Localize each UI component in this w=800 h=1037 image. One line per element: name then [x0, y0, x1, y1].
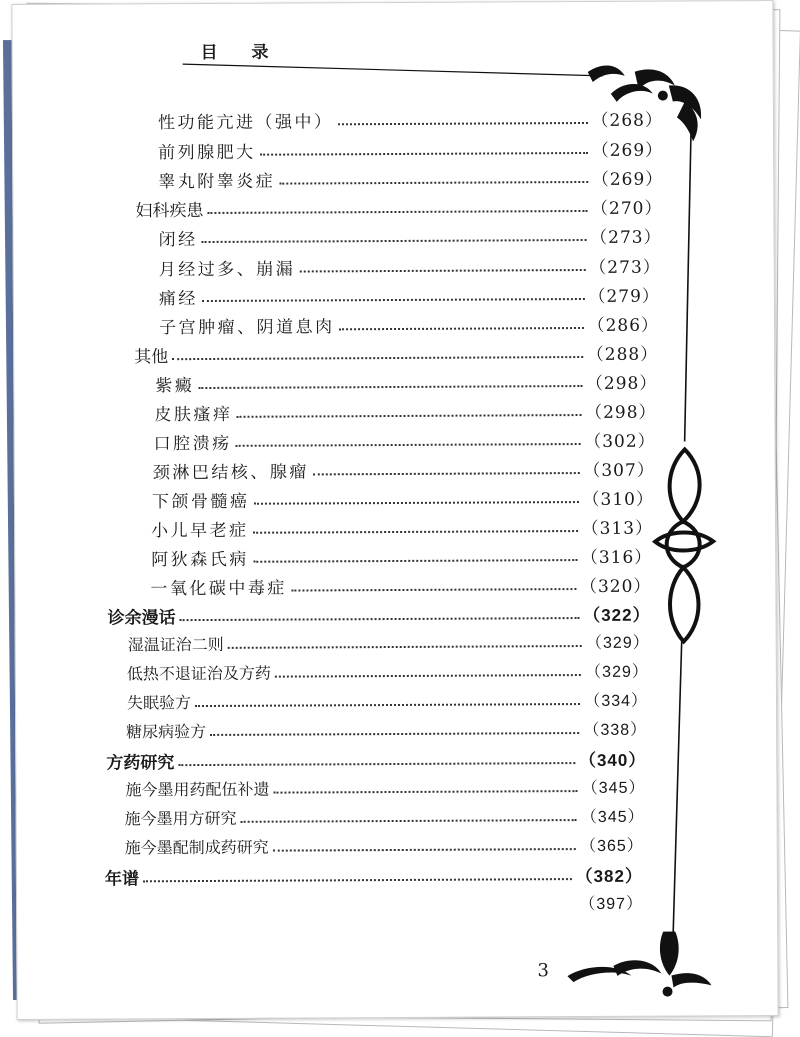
toc-entry[interactable] — [150, 572, 651, 600]
toc-entry-page: （302） — [584, 431, 656, 453]
toc-entry[interactable] — [151, 543, 652, 571]
leader-dots — [273, 848, 576, 852]
toc-entry-title: 痛经 — [158, 289, 198, 310]
toc-entry-page: （269） — [591, 140, 664, 161]
leader-dots — [180, 617, 580, 621]
toc-entry-title: 一氧化碳中毒症 — [150, 578, 287, 600]
toc-entry-page: （313） — [581, 518, 654, 540]
toc-entry-page: （288） — [586, 344, 659, 365]
toc-entry-page: （269） — [591, 169, 664, 190]
toc-entry-title: 口腔溃疡 — [153, 433, 232, 455]
leader-dots — [253, 559, 577, 563]
toc-entry-title: 失眠验方 — [126, 695, 192, 713]
toc-entry[interactable] — [127, 659, 649, 685]
toc-entry-title: 阿狄森氏病 — [151, 549, 249, 571]
toc-entry[interactable] — [158, 165, 663, 193]
toc-entry-title: 睾丸附睾炎症 — [158, 171, 276, 193]
leader-dots — [172, 356, 583, 360]
toc-entry-title: 妇科疾患 — [135, 200, 204, 222]
toc-entry-title: 月经过多、崩漏 — [158, 259, 296, 281]
toc-entry-page: （322） — [583, 605, 651, 626]
leader-dots — [241, 819, 577, 823]
leader-dots — [207, 209, 587, 213]
toc-entry-page: （279） — [588, 286, 660, 307]
leader-dots — [178, 762, 575, 766]
toc-entry-page: （307） — [583, 460, 655, 482]
toc-entry-page: （320） — [579, 576, 652, 598]
toc-entry-page: （345） — [580, 808, 645, 827]
page-number: 3 — [537, 960, 549, 982]
toc-entry[interactable] — [159, 223, 662, 251]
toc-entry-page: （286） — [587, 315, 660, 336]
toc-entry-title: 前列腺肥大 — [158, 142, 256, 164]
toc-entry-page: （268） — [591, 110, 664, 131]
toc-entry-page: （340） — [578, 750, 647, 771]
toc-entry[interactable] — [158, 106, 663, 134]
toc-entry-page: （298） — [585, 373, 658, 394]
toc-entry-page: （329） — [585, 663, 649, 682]
leader-dots — [210, 732, 579, 736]
toc-entry-title: 皮肤瘙痒 — [154, 404, 233, 426]
toc-entry-title: 湿温证治二则 — [127, 636, 224, 655]
leader-dots — [143, 878, 572, 882]
leader-dots — [236, 443, 581, 447]
toc-entry[interactable] — [106, 746, 646, 774]
toc-entry-title: 下颌骨髓癌 — [151, 491, 250, 513]
leader-dots — [299, 269, 585, 272]
toc-entry-title: 性功能亢进（强中） — [157, 112, 334, 134]
toc-entry[interactable] — [126, 717, 647, 743]
toc-entry-title: 紫癜 — [155, 376, 195, 397]
leader-dots — [202, 238, 587, 242]
toc-entry[interactable] — [155, 369, 657, 397]
toc-entry-title: 施今墨配制成药研究 — [124, 839, 269, 858]
leader-dots — [253, 501, 578, 505]
leader-dots — [291, 588, 576, 591]
toc-entry-page: （382） — [575, 866, 643, 887]
toc-list — [12, 1, 777, 1019]
toc-entry-page: （316） — [580, 547, 653, 569]
toc-entry[interactable] — [135, 194, 662, 222]
toc-entry-title: 施今墨用药配伍补遗 — [125, 781, 270, 800]
leader-dots — [195, 703, 580, 707]
toc-entry-title: 颈淋巴结核、腺瘤 — [152, 462, 309, 484]
leader-dots — [228, 645, 582, 649]
toc-entry[interactable] — [125, 804, 645, 830]
toc-entry[interactable] — [152, 485, 654, 513]
toc-entry-title: 糖尿病验方 — [126, 723, 207, 742]
toc-entry[interactable] — [153, 456, 655, 484]
toc-entry[interactable] — [154, 398, 656, 426]
toc-entry[interactable] — [151, 514, 653, 542]
toc-entry-title: 其他 — [134, 347, 169, 368]
toc-entry[interactable] — [125, 775, 645, 801]
toc-entry-page: （273） — [589, 257, 661, 278]
toc-entry-page: （345） — [581, 779, 646, 798]
toc-entry-title: 方药研究 — [106, 753, 175, 773]
toc-entry[interactable] — [125, 833, 644, 859]
toc-entry-title: 施今墨用方研究 — [124, 810, 237, 829]
toc-entry-page: （329） — [585, 634, 650, 653]
toc-entry-title: 年谱 — [104, 869, 139, 889]
leader-dots — [275, 674, 581, 678]
leader-dots — [337, 121, 587, 124]
toc-entry-page: （273） — [590, 227, 662, 248]
toc-entry-title: 子宫肿瘤、阴道息肉 — [158, 317, 335, 339]
toc-entry[interactable] — [128, 630, 650, 656]
toc-entry[interactable] — [134, 340, 658, 368]
toc-entry[interactable] — [158, 136, 663, 164]
contents-page — [11, 0, 778, 1020]
leader-dots — [273, 790, 577, 794]
toc-entry[interactable] — [159, 311, 659, 339]
toc-entry-title: 小儿早老症 — [151, 520, 249, 542]
leader-dots — [313, 472, 580, 475]
toc-entry-title: 低热不退证治及方药 — [126, 665, 271, 684]
leader-dots — [253, 530, 578, 534]
toc-entry-page: （298） — [584, 402, 657, 424]
toc-entry-title: 诊余漫话 — [107, 608, 176, 628]
toc-entry-title: 闭经 — [158, 230, 198, 251]
toc-entry-page: （365） — [580, 837, 644, 856]
toc-entry-page: （338） — [583, 721, 648, 740]
toc-entry[interactable] — [105, 862, 643, 890]
leader-dots — [237, 414, 582, 418]
leader-dots — [279, 180, 588, 184]
leader-dots — [202, 298, 585, 302]
toc-entry[interactable] — [107, 601, 650, 629]
toc-entry-page: （334） — [584, 692, 649, 711]
leader-dots — [198, 385, 582, 389]
toc-entry-page: （270） — [590, 198, 663, 219]
toc-entry[interactable] — [154, 427, 656, 455]
toc-entry[interactable] — [127, 688, 648, 714]
page-header-title: 目 录 — [200, 42, 283, 64]
toc-entry-page: （310） — [582, 489, 655, 511]
toc-entry[interactable] — [159, 282, 660, 310]
toc-entry-page-only — [417, 891, 643, 915]
toc-entry[interactable] — [159, 253, 661, 281]
leader-dots — [339, 327, 584, 330]
toc-entry-page: （397） — [579, 895, 644, 914]
leader-dots — [260, 151, 588, 155]
